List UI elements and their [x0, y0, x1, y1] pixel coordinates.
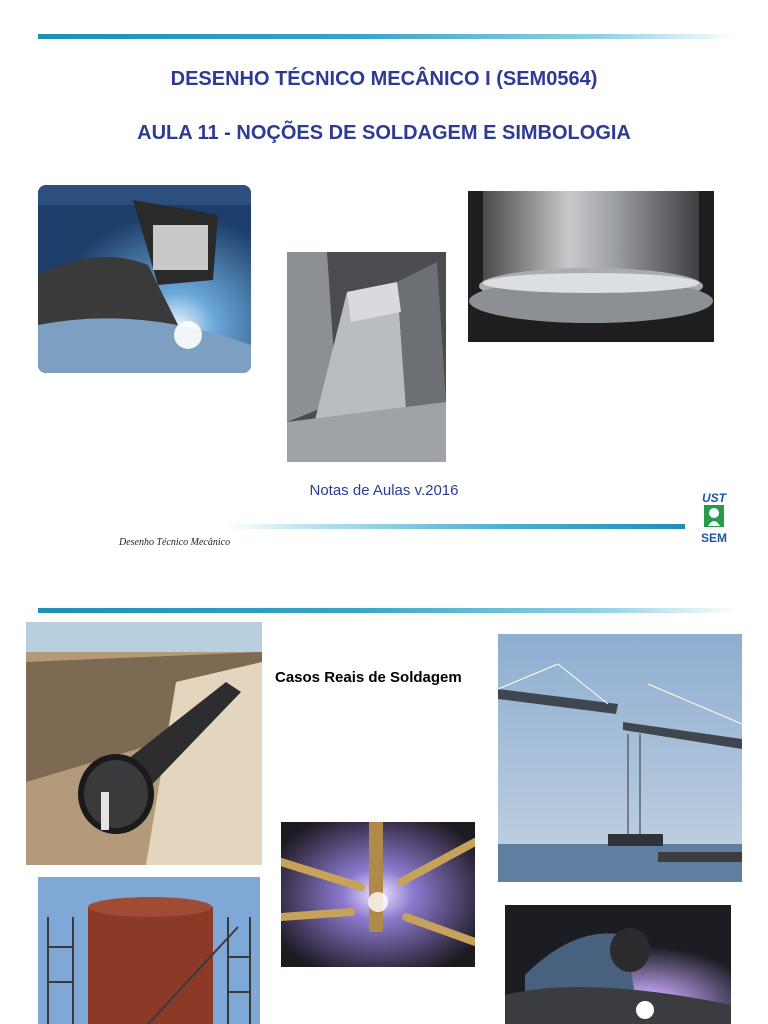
- logo-bottom-text: SEM: [700, 531, 727, 545]
- logo-top-text: UST: [702, 491, 726, 505]
- torch-nozzles-photo: [281, 822, 475, 967]
- cable-stayed-bridge-photo: [498, 634, 742, 882]
- welder-at-work-photo: [505, 905, 731, 1024]
- top-rule-slide2: [38, 608, 738, 613]
- ust-sem-logo: [696, 491, 732, 549]
- storage-tank-scaffold-photo: [38, 877, 260, 1024]
- bottom-rule-slide1: [225, 524, 685, 529]
- pipeline-trench-photo: [26, 622, 262, 865]
- logo-emblem-icon: [702, 504, 726, 528]
- welded-cylinder-seam-photo: [468, 191, 714, 342]
- slide1-footer: Desenho Técnico Mecânico: [119, 537, 231, 548]
- slide1-title-line1: DESENHO TÉCNICO MECÂNICO I (SEM0564): [170, 68, 598, 90]
- slide1-title-line2: AULA 11 - NOÇÕES DE SOLDAGEM E SIMBOLOGIA: [137, 122, 631, 144]
- slide2-heading: Casos Reais de Soldagem: [275, 669, 462, 686]
- slide1-notes: Notas de Aulas v.2016: [309, 482, 459, 499]
- welded-steel-bracket-photo: [287, 252, 446, 462]
- top-rule-slide1: [38, 34, 738, 39]
- welder-with-helmet-photo: [38, 185, 251, 373]
